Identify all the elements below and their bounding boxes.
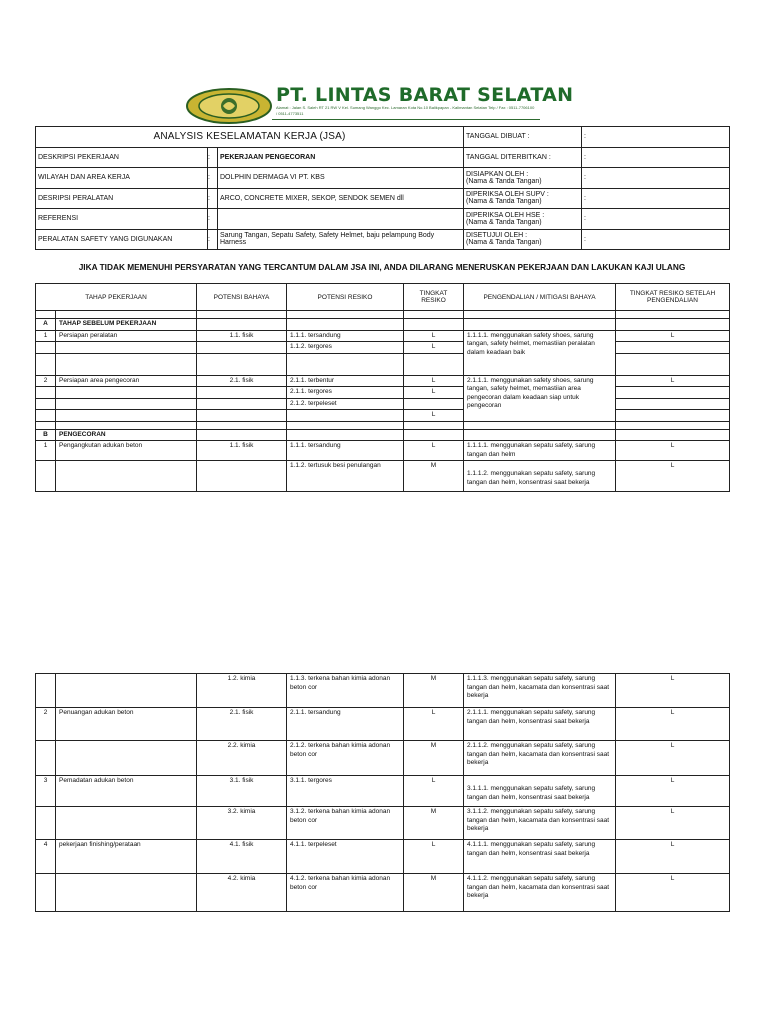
company-logo-icon bbox=[186, 88, 272, 124]
info-colon: : bbox=[208, 168, 218, 189]
info-right-label: DISIAPKAN OLEH : (Nama & Tanda Tangan) bbox=[464, 168, 582, 189]
info-colon: : bbox=[208, 188, 218, 209]
table-row: 2 Persiapan area pengecoran 2.1. fisik 2.1.1. terbentur L 2.1.1.1. menggunakan safety shoes, sarung tangan, safety helmet, memastiian area pengecoran dalam keadaan siap untuk pengecoran L bbox=[36, 375, 730, 387]
info-value: Sarung Tangan, Sepatu Safety, Safety Helmet, baju pelampung Body Harness bbox=[218, 229, 464, 250]
jsa-hazard-table bbox=[35, 283, 730, 492]
info-right-value: : bbox=[582, 229, 730, 250]
table-row: 1.2. kimia 1.1.3. terkena bahan kimia adonan beton cor M 1.1.1.3. menggunakan sepatu safety, sarung tangan dan helm, kacamata dan konsentrasi saat bekerja L bbox=[36, 674, 730, 708]
col-header: POTENSI BAHAYA bbox=[197, 284, 287, 311]
info-value: DOLPHIN DERMAGA VI PT. KBS bbox=[218, 168, 464, 189]
info-colon: : bbox=[208, 147, 218, 168]
table-row: 4 pekerjaan finishing/perataan 4.1. fisik 4.1.1. terpeleset L 4.1.1.1. menggunakan sepatu safety, sarung tangan dan helm, konsentrasi saat bekerja L bbox=[36, 840, 730, 874]
company-address: Alamat : Jalan S. Saleh RT 21 RW V Kel. Sumang Wanggo Kec. Lamaran Kota No.10 Balikpapan - Kalimantan Selatan Telp / Fax : 0511-7706100 / 0511-4773511 bbox=[276, 105, 535, 116]
col-header: TINGKAT RESIKO SETELAH PENGENDALIAN bbox=[616, 284, 730, 311]
jsa-info-table bbox=[35, 126, 730, 250]
table-row: L bbox=[36, 410, 730, 422]
table-row: 1.1.2. tergores L bbox=[36, 342, 730, 354]
table-row: 4.2. kimia 4.1.2. terkena bahan kimia adonan beton cor M 4.1.1.2. menggunakan sepatu safety, sarung tangan dan helm, kacamata dan konsentrasi saat bekerja L bbox=[36, 874, 730, 912]
section-row: B PENGECORAN bbox=[36, 429, 730, 441]
info-right-label: DISETUJUI OLEH : (Nama & Tanda Tangan) bbox=[464, 229, 582, 250]
info-right-value: : bbox=[582, 147, 730, 168]
document-title: ANALYSIS KESELAMATAN KERJA (JSA) bbox=[36, 127, 464, 148]
jsa-hazard-table-continued bbox=[35, 673, 730, 912]
col-header: POTENSI RESIKO bbox=[287, 284, 404, 311]
table-header-row bbox=[36, 284, 730, 311]
table-row: 3 Pemadatan adukan beton 3.1. fisik 3.1.1. tergores L 3.1.1.1. menggunakan sepatu safety, sarung tangan dan helm, konsentrasi saat bekerja L bbox=[36, 776, 730, 807]
info-label: PERALATAN SAFETY YANG DIGUNAKAN bbox=[36, 229, 208, 250]
info-right-label: DIPERIKSA OLEH HSE : (Nama & Tanda Tangan) bbox=[464, 209, 582, 230]
col-header: PENGENDALIAN / MITIGASI BAHAYA bbox=[464, 284, 616, 311]
info-label: WILAYAH DAN AREA KERJA bbox=[36, 168, 208, 189]
info-right-label: TANGGAL DITERBITKAN : bbox=[464, 147, 582, 168]
info-right-label: DIPERIKSA OLEH SUPV : (Nama & Tanda Tangan) bbox=[464, 188, 582, 209]
info-right-label: TANGGAL DIBUAT : bbox=[464, 127, 582, 148]
info-value bbox=[218, 209, 464, 230]
info-right-value: : bbox=[582, 168, 730, 189]
section-row: A TAHAP SEBELUM PEKERJAAN bbox=[36, 319, 730, 331]
table-row: 1 Pengangkutan adukan beton 1.1. fisik 1.1.1. tersandung L 1.1.1.1. menggunakan sepatu safety, sarung tangan dan helm L bbox=[36, 441, 730, 461]
warning-notice: JIKA TIDAK MEMENUHI PERSYARATAN YANG TERCANTUM DALAM JSA INI, ANDA DILARANG MENERUSKAN PEKERJAAN DAN LAKUKAN KAJI ULANG bbox=[78, 262, 686, 272]
table-row: 1 Persiapan peralatan 1.1. fisik 1.1.1. tersandung L 1.1.1.1. menggunakan safety shoes, sarung tangan, safety helmet, memastiian peralatan dalam keadaan baik L bbox=[36, 330, 730, 342]
table-row: 3.2. kimia 3.1.2. terkena bahan kimia adonan beton cor M 3.1.1.2. menggunakan sepatu safety, sarung tangan dan helm, kacamata dan konsentrasi saat bekerja L bbox=[36, 807, 730, 840]
table-row: 2 Penuangan adukan beton 2.1. fisik 2.1.1. tersandung L 2.1.1.1. menggunakan sepatu safety, sarung tangan dan helm, konsentrasi saat bekerja L bbox=[36, 708, 730, 741]
info-value: ARCO, CONCRETE MIXER, SEKOP, SENDOK SEMEN dll bbox=[218, 188, 464, 209]
info-right-value: : bbox=[582, 127, 730, 148]
header-divider bbox=[272, 119, 540, 120]
table-row: 1.1.2. tertusuk besi penulangan M 1.1.1.2. menggunakan sepatu safety, sarung tangan dan helm, konsentrasi saat bekerja L bbox=[36, 461, 730, 492]
company-name: PT. LINTAS BARAT SELATAN bbox=[276, 84, 574, 106]
info-colon: : bbox=[208, 229, 218, 250]
info-colon: : bbox=[208, 209, 218, 230]
info-value: PEKERJAAN PENGECORAN bbox=[218, 147, 464, 168]
col-header: TINGKAT RESIKO bbox=[404, 284, 464, 311]
info-label: DESRIPSI PERALATAN bbox=[36, 188, 208, 209]
table-row: 2.2. kimia 2.1.2. terkena bahan kimia adonan beton cor M 2.1.1.2. menggunakan sepatu safety, sarung tangan dan helm, kacamata dan konsentrasi saat bekerja L bbox=[36, 741, 730, 776]
info-label: REFERENSI bbox=[36, 209, 208, 230]
table-row: 2.1.1. tergores L bbox=[36, 387, 730, 399]
info-right-value: : bbox=[582, 209, 730, 230]
info-label: DESKRIPSI PEKERJAAN bbox=[36, 147, 208, 168]
col-header: TAHAP PEKERJAAN bbox=[36, 284, 197, 311]
table-row: 2.1.2. terpeleset bbox=[36, 398, 730, 410]
info-right-value: : bbox=[582, 188, 730, 209]
